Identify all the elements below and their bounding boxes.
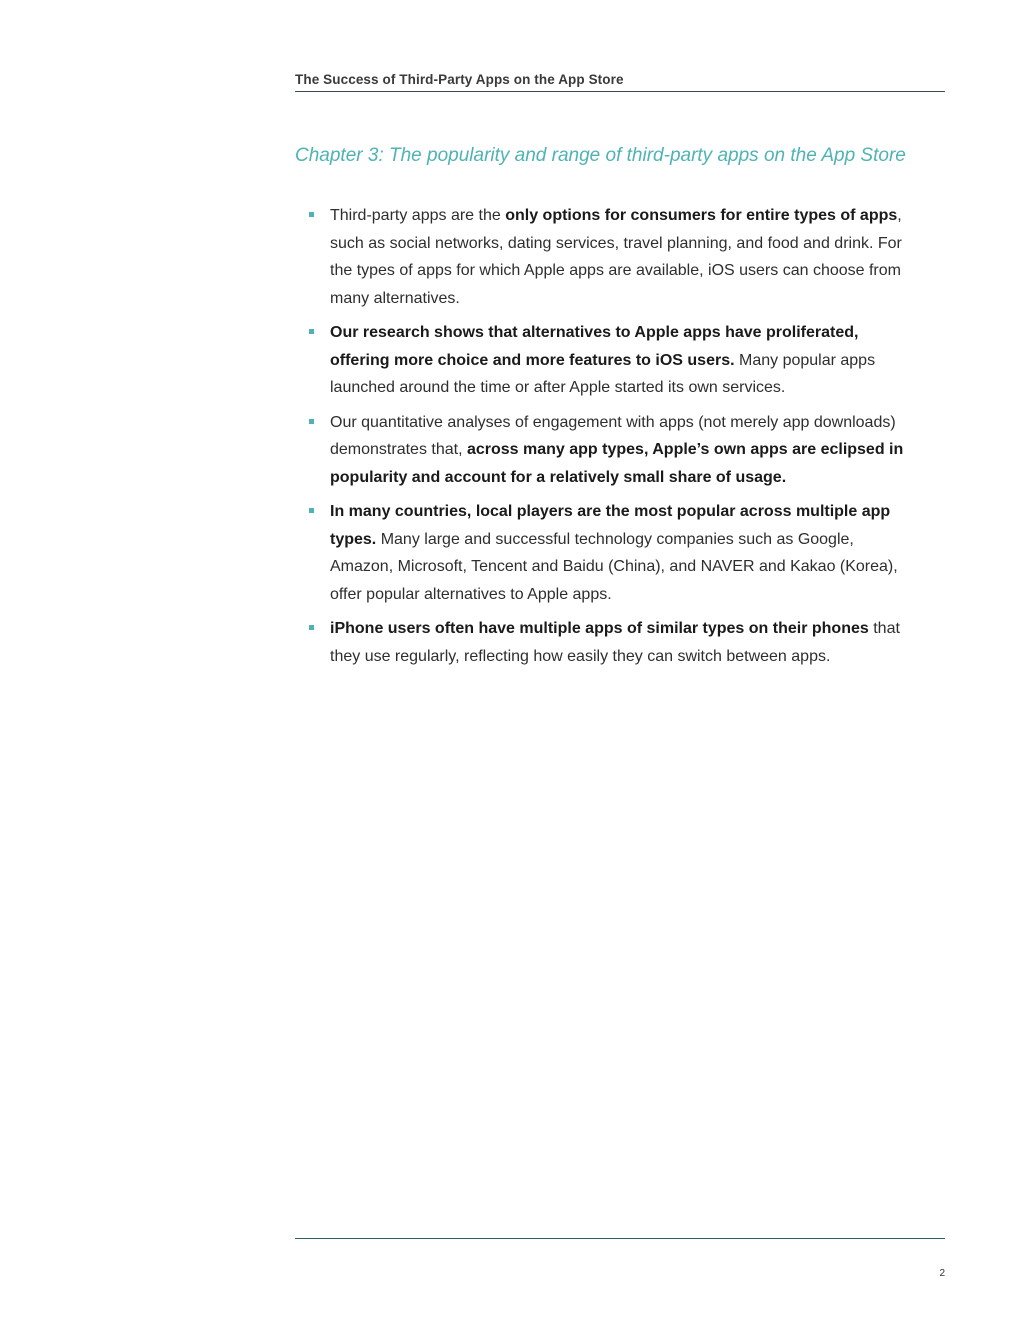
- bullet-text-bold: Our research shows that alternatives to Apple apps have proliferated, offering more choice and more features to iOS users.: [330, 324, 859, 369]
- bullet-text-post: , such as social networks, dating services, travel planning, and food and drink. For the types of apps for which Apple apps are available, iOS users can choose from many alternatives.: [330, 207, 902, 307]
- square-bullet-icon: [309, 329, 314, 334]
- bullet-text-post: Many popular apps launched around the time or after Apple started its own services.: [330, 351, 876, 396]
- bullet-text-post: Many large and successful technology companies such as Google, Amazon, Microsoft, Tencent and Baidu (China), and NAVER and Kakao (Korea), offer popular alternatives to Apple apps.: [330, 530, 898, 603]
- bullet-text-pre: Third-party apps are the: [330, 207, 506, 224]
- running-header: The Success of Third-Party Apps on the App Store: [295, 72, 945, 92]
- bullet-list: [308, 202, 908, 677]
- square-bullet-icon: [309, 419, 314, 424]
- bullet-text-bold: across many app types, Apple’s own apps are eclipsed in popularity and account for a relatively small share of usage.: [330, 441, 904, 486]
- bullet-text-bold: only options for consumers for entire types of apps: [505, 207, 898, 224]
- bullet-item-alternatives-proliferated: [308, 319, 908, 402]
- bullet-text-bold: iPhone users often have multiple apps of similar types on their phones: [330, 620, 869, 637]
- bullet-item-local-players: [308, 498, 908, 608]
- bullet-text-pre: Our quantitative analyses of engagement with apps (not merely app downloads) demonstrates that,: [330, 413, 896, 458]
- chapter-title: Chapter 3: The popularity and range of third-party apps on the App Store: [295, 145, 906, 166]
- bullet-item-third-party-only-options: [308, 202, 908, 312]
- page-number: 2: [939, 1268, 945, 1279]
- square-bullet-icon: [309, 212, 314, 217]
- bullet-text-post: that they use regularly, reflecting how easily they can switch between apps.: [330, 620, 900, 665]
- bullet-text-bold: In many countries, local players are the most popular across multiple app types.: [330, 503, 891, 548]
- square-bullet-icon: [309, 508, 314, 513]
- bullet-item-multiple-similar-apps: [308, 615, 908, 670]
- footer-divider: [295, 1238, 945, 1239]
- square-bullet-icon: [309, 625, 314, 630]
- bullet-item-quantitative-analyses: [308, 409, 908, 492]
